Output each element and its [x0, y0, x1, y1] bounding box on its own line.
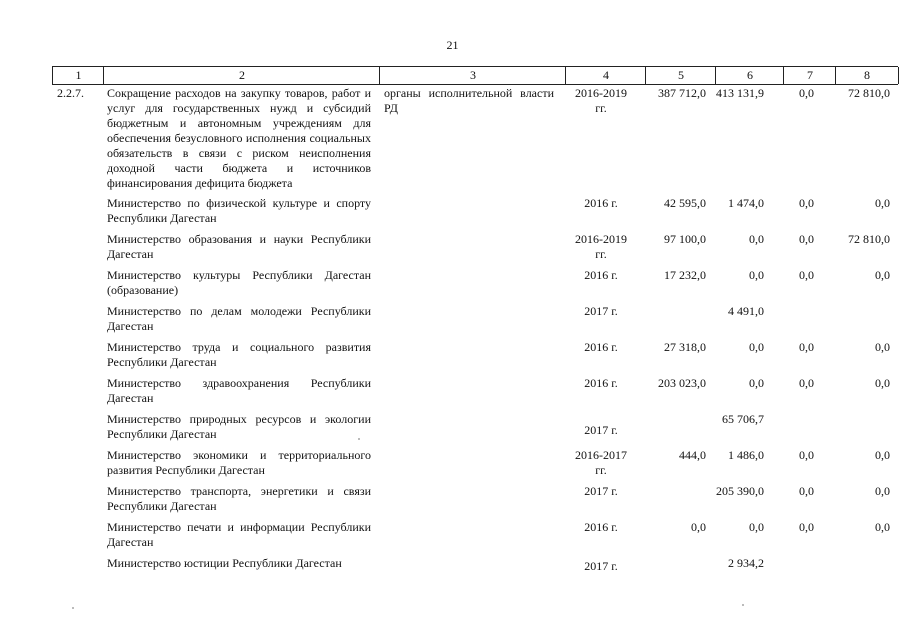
value-col5: 203 023,0 — [658, 376, 706, 390]
page-number: 21 — [446, 38, 459, 52]
value-col5: 97 100,0 — [664, 232, 706, 246]
period: 2016 г. — [584, 340, 618, 354]
value-col6: 0,0 — [749, 268, 764, 282]
value-col6: 205 390,0 — [716, 484, 764, 498]
ministry-name: Министерство печати и информации Республики Дагестан — [107, 520, 371, 549]
scan-mark — [358, 438, 360, 440]
value-col7: 0,0 — [799, 376, 814, 390]
value-col6: 2 934,2 — [728, 556, 764, 570]
value-col6: 0,0 — [749, 340, 764, 354]
value-col7: 0,0 — [799, 340, 814, 354]
column-header: 3 — [379, 67, 566, 84]
item-name: Сокращение расходов на закупку товаров, работ и услуг для государственных нужд и субсидий бюджетным и автономным учреждениям для обеспечения безусловного исполнения социальных обязательств в связи с риском неисполнения доходной части бюджета и источников финансирования дефицита бюджета — [107, 86, 371, 190]
value-col6: 65 706,7 — [722, 412, 764, 426]
ministry-name: Министерство транспорта, энергетики и связи Республики Дагестан — [107, 484, 371, 513]
value-col6: 4 491,0 — [728, 304, 764, 318]
period: 2017 г. — [584, 423, 618, 437]
ministry-name: Министерство экономики и территориального развития Республики Дагестан — [107, 448, 371, 477]
ministry-name: Министерство труда и социального развития Республики Дагестан — [107, 340, 371, 369]
value-col5: 387 712,0 — [658, 86, 706, 100]
value-col8: 72 810,0 — [848, 86, 890, 100]
value-col6: 413 131,9 — [716, 86, 764, 100]
ministry-name: Министерство образования и науки Республики Дагестан — [107, 232, 371, 261]
period: 2016 г. — [584, 268, 618, 282]
ministry-name: Министерство юстиции Республики Дагестан — [107, 556, 342, 570]
period: 2016-2019 гг. — [575, 86, 627, 115]
value-col8: 72 810,0 — [848, 232, 890, 246]
value-col8: 0,0 — [875, 520, 890, 534]
column-header: 2 — [103, 67, 380, 84]
value-col6: 0,0 — [749, 520, 764, 534]
scan-mark — [742, 604, 744, 606]
column-header: 1 — [52, 67, 104, 84]
value-col8: 0,0 — [875, 448, 890, 462]
ministry-name: Министерство природных ресурсов и экологии Республики Дагестан — [107, 412, 371, 441]
value-col8: 0,0 — [875, 340, 890, 354]
table-header — [52, 66, 898, 85]
column-header: 7 — [783, 67, 836, 84]
period: 2017 г. — [584, 304, 618, 318]
column-header: 4 — [565, 67, 646, 84]
value-col7: 0,0 — [799, 484, 814, 498]
scan-mark — [72, 607, 74, 609]
value-col6: 1 474,0 — [728, 196, 764, 210]
value-col6: 1 486,0 — [728, 448, 764, 462]
value-col5: 17 232,0 — [664, 268, 706, 282]
period: 2016 г. — [584, 376, 618, 390]
ministry-name: Министерство по делам молодежи Республики Дагестан — [107, 304, 371, 333]
period: 2017 г. — [584, 559, 618, 573]
value-col6: 0,0 — [749, 376, 764, 390]
ministry-name: Министерство по физической культуре и спорту Республики Дагестан — [107, 196, 371, 225]
column-header: 8 — [835, 67, 899, 84]
period: 2016-2017 гг. — [575, 448, 627, 477]
value-col8: 0,0 — [875, 268, 890, 282]
value-col6: 0,0 — [749, 232, 764, 246]
value-col8: 0,0 — [875, 376, 890, 390]
value-col5: 42 595,0 — [664, 196, 706, 210]
column-header: 6 — [715, 67, 784, 84]
value-col5: 444,0 — [679, 448, 706, 462]
value-col7: 0,0 — [799, 86, 814, 100]
value-col5: 27 318,0 — [664, 340, 706, 354]
ministry-name: Министерство здравоохранения Республики Дагестан — [107, 376, 371, 405]
column-header: 5 — [645, 67, 716, 84]
value-col7: 0,0 — [799, 520, 814, 534]
item-number: 2.2.7. — [57, 86, 84, 100]
executor: органы исполнительной власти РД — [384, 86, 554, 115]
period: 2016 г. — [584, 520, 618, 534]
value-col8: 0,0 — [875, 484, 890, 498]
period: 2016 г. — [584, 196, 618, 210]
value-col7: 0,0 — [799, 232, 814, 246]
period: 2016-2019 гг. — [575, 232, 627, 261]
value-col7: 0,0 — [799, 196, 814, 210]
value-col8: 0,0 — [875, 196, 890, 210]
value-col7: 0,0 — [799, 448, 814, 462]
period: 2017 г. — [584, 484, 618, 498]
value-col7: 0,0 — [799, 268, 814, 282]
value-col5: 0,0 — [691, 520, 706, 534]
ministry-name: Министерство культуры Республики Дагестан (образование) — [107, 268, 371, 297]
